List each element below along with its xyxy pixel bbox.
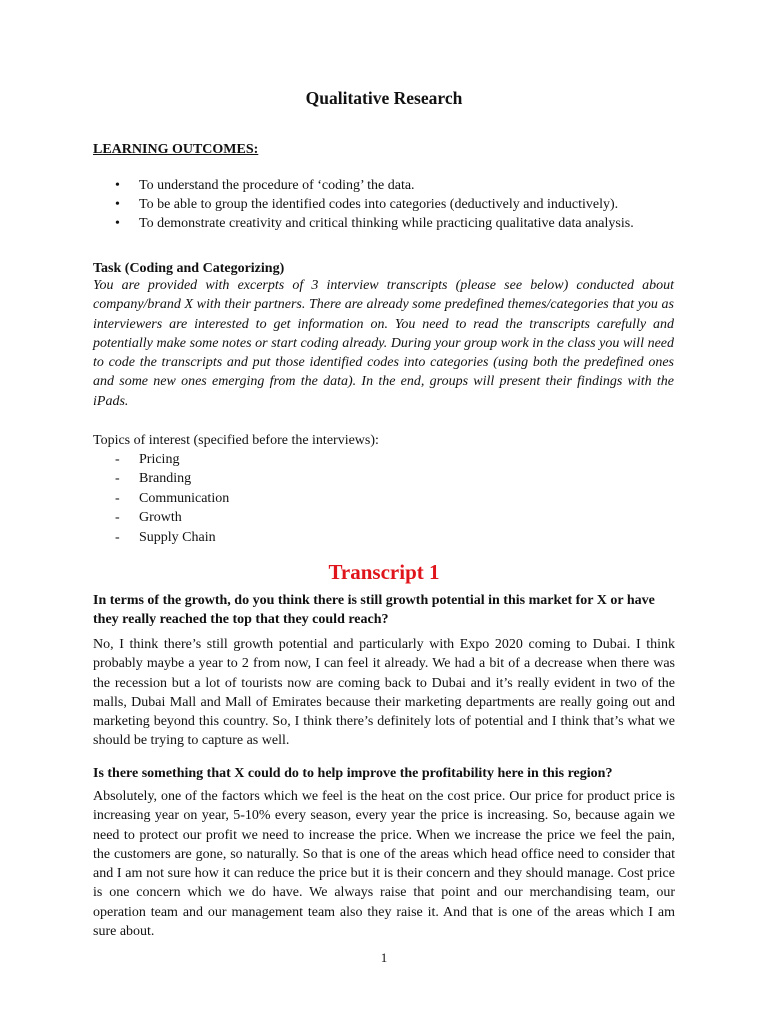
topic-label: Communication — [139, 490, 230, 506]
bullet-icon: • — [115, 216, 120, 231]
dash-icon: - — [115, 471, 120, 487]
page-number: 1 — [380, 950, 388, 965]
interview-question: Is there something that X could do to help improve the profitability here in this region? — [93, 766, 613, 781]
interview-answer: No, I think there’s still growth potential and particularly with Expo 2020 coming to Dubai. I think probably maybe a year to 2 from now, I can feel it already. We had a bit of a decrease when there was the recession but a lot of tourists now are coming back to Dubai and it’s really evident in two of the malls, Dubai Mall and Mall of Emirates because their marketing departments are really going out and marketing beyond this country. So, I think there’s definitely lots of potential and I think that’s what we should be trying to capture as well. — [93, 637, 675, 749]
dash-icon: - — [115, 452, 120, 467]
interview-answer: Absolutely, one of the factors which we feel is the heat on the cost price. Our price for product price is increasing year on year, 5-10% every season, every year the price is increasing. So, because again we need to protect our profit we need to increase the price. When we increase the price we feel the pain, the customers are gone, so naturally. So that is one of the areas which head office need to consider that and I am not sure how it can reduce the price but it is their concern and they should manage. Cost price is one concern which we do have. We always raise that point and our merchandising team, our operation team and our management team also they raise it. And that is one of the areas which I am sure about. — [93, 789, 675, 940]
list-item — [93, 489, 229, 508]
list-item — [93, 528, 229, 547]
list-item — [93, 450, 229, 469]
topics-list — [93, 450, 229, 547]
learning-outcomes-list — [93, 176, 683, 233]
topic-label: Growth — [139, 510, 182, 526]
bullet-icon: • — [115, 197, 120, 212]
learning-outcome-text: To demonstrate creativity and critical thinking while practicing qualitative data analysis. — [139, 216, 634, 231]
transcript-title: Transcript 1 — [328, 560, 440, 584]
task-body: You are provided with excerpts of 3 interview transcripts (please see below) conducted about company/brand X with their partners. There are already some predefined themes/categories that you as interviewers are interested to get information on. You need to read the transcripts carefully and potentially make some notes or start coding already. During your group work in the class you will need to code the transcripts and put those identified codes into categories (using both the predefined ones and some new ones emerging from the data). In the end, groups will present their findings with the iPads. — [93, 278, 674, 409]
list-item — [93, 176, 683, 195]
interview-question: In terms of the growth, do you think there is still growth potential in this market for X or have they really reached the top that they could reach? — [93, 593, 655, 627]
learning-outcomes-heading: LEARNING OUTCOMES: — [93, 142, 259, 157]
list-item — [93, 508, 229, 527]
learning-outcome-text: To be able to group the identified codes into categories (deductively and inductively). — [139, 197, 619, 212]
topics-intro: Topics of interest (specified before the interviews): — [93, 433, 379, 448]
dash-icon: - — [115, 510, 120, 526]
dash-icon: - — [115, 529, 120, 545]
learning-outcome-text: To understand the procedure of ‘coding’ the data. — [139, 178, 415, 193]
bullet-icon: • — [115, 178, 120, 193]
list-item — [93, 195, 683, 214]
list-item — [93, 214, 683, 233]
dash-icon: - — [115, 490, 120, 506]
topic-label: Branding — [139, 471, 192, 487]
topic-label: Pricing — [139, 452, 180, 467]
list-item — [93, 469, 229, 488]
topic-label: Supply Chain — [139, 529, 216, 545]
task-heading: Task (Coding and Categorizing) — [93, 261, 285, 276]
page-title: Qualitative Research — [305, 88, 463, 108]
